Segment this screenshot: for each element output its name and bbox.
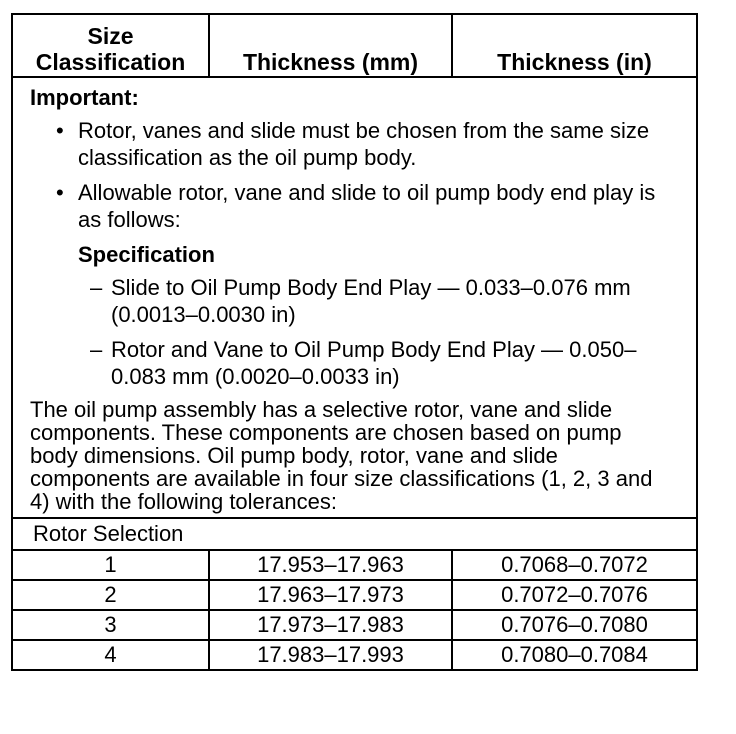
bullet-item-1 xyxy=(30,117,678,171)
size-cell: 3 xyxy=(12,610,209,640)
rotor-size-table-container xyxy=(11,13,696,671)
bullet-text-2: Allowable rotor, vane and slide to oil pump body end play is as follows: xyxy=(78,180,656,232)
specification-label: Specification xyxy=(78,242,215,267)
thickness-mm-cell: 17.973–17.983 xyxy=(209,610,452,640)
dash-marker: – xyxy=(90,337,103,362)
description-paragraph: The oil pump assembly has a selective rotor, vane and slide components. These components are chosen based on pump body dimensions. Oil pump body, rotor, vane and slide components are available in four size classifications (1, 2, 3 and 4) with the following tolerances: xyxy=(30,397,653,514)
size-cell: 4 xyxy=(12,640,209,670)
rotor-selection-label: Rotor Selection xyxy=(12,518,697,550)
thickness-mm-cell: 17.963–17.973 xyxy=(209,580,452,610)
selection-label-row xyxy=(12,518,697,550)
size-cell: 2 xyxy=(12,580,209,610)
important-label: Important: xyxy=(30,85,139,110)
spec-text-1: Slide to Oil Pump Body End Play — 0.033–0.076 mm (0.0013–0.0030 in) xyxy=(111,275,631,327)
thickness-mm-cell: 17.983–17.993 xyxy=(209,640,452,670)
bullet-text-1: Rotor, vanes and slide must be chosen from the same size classification as the oil pump body. xyxy=(78,118,650,170)
spec-text-2: Rotor and Vane to Oil Pump Body End Play — 0.050–0.083 mm (0.0020–0.0033 in) xyxy=(111,337,637,389)
notes-cell xyxy=(12,77,697,518)
thickness-in-cell: 0.7080–0.7084 xyxy=(452,640,697,670)
header-thickness-mm: Thickness (mm) xyxy=(209,14,452,77)
spec-item-2 xyxy=(30,336,678,390)
header-size-line: Size xyxy=(87,23,134,49)
bullet-item-2 xyxy=(30,179,678,233)
thickness-in-cell: 0.7068–0.7072 xyxy=(452,550,697,580)
spec-item-1 xyxy=(30,274,678,328)
notes-row xyxy=(12,77,697,518)
table-row xyxy=(12,580,697,610)
bullet-marker: • xyxy=(56,118,64,143)
thickness-in-cell: 0.7076–0.7080 xyxy=(452,610,697,640)
header-classification-line: Classification xyxy=(35,49,186,75)
table-row xyxy=(12,610,697,640)
table-row xyxy=(12,640,697,670)
thickness-in-cell: 0.7072–0.7076 xyxy=(452,580,697,610)
dash-marker: – xyxy=(90,275,103,300)
rotor-size-table xyxy=(11,13,698,671)
header-row xyxy=(12,14,697,77)
thickness-mm-cell: 17.953–17.963 xyxy=(209,550,452,580)
header-thickness-in: Thickness (in) xyxy=(452,14,697,77)
header-size-classification xyxy=(12,14,209,77)
size-cell: 1 xyxy=(12,550,209,580)
bullet-marker: • xyxy=(56,180,64,205)
table-row xyxy=(12,550,697,580)
